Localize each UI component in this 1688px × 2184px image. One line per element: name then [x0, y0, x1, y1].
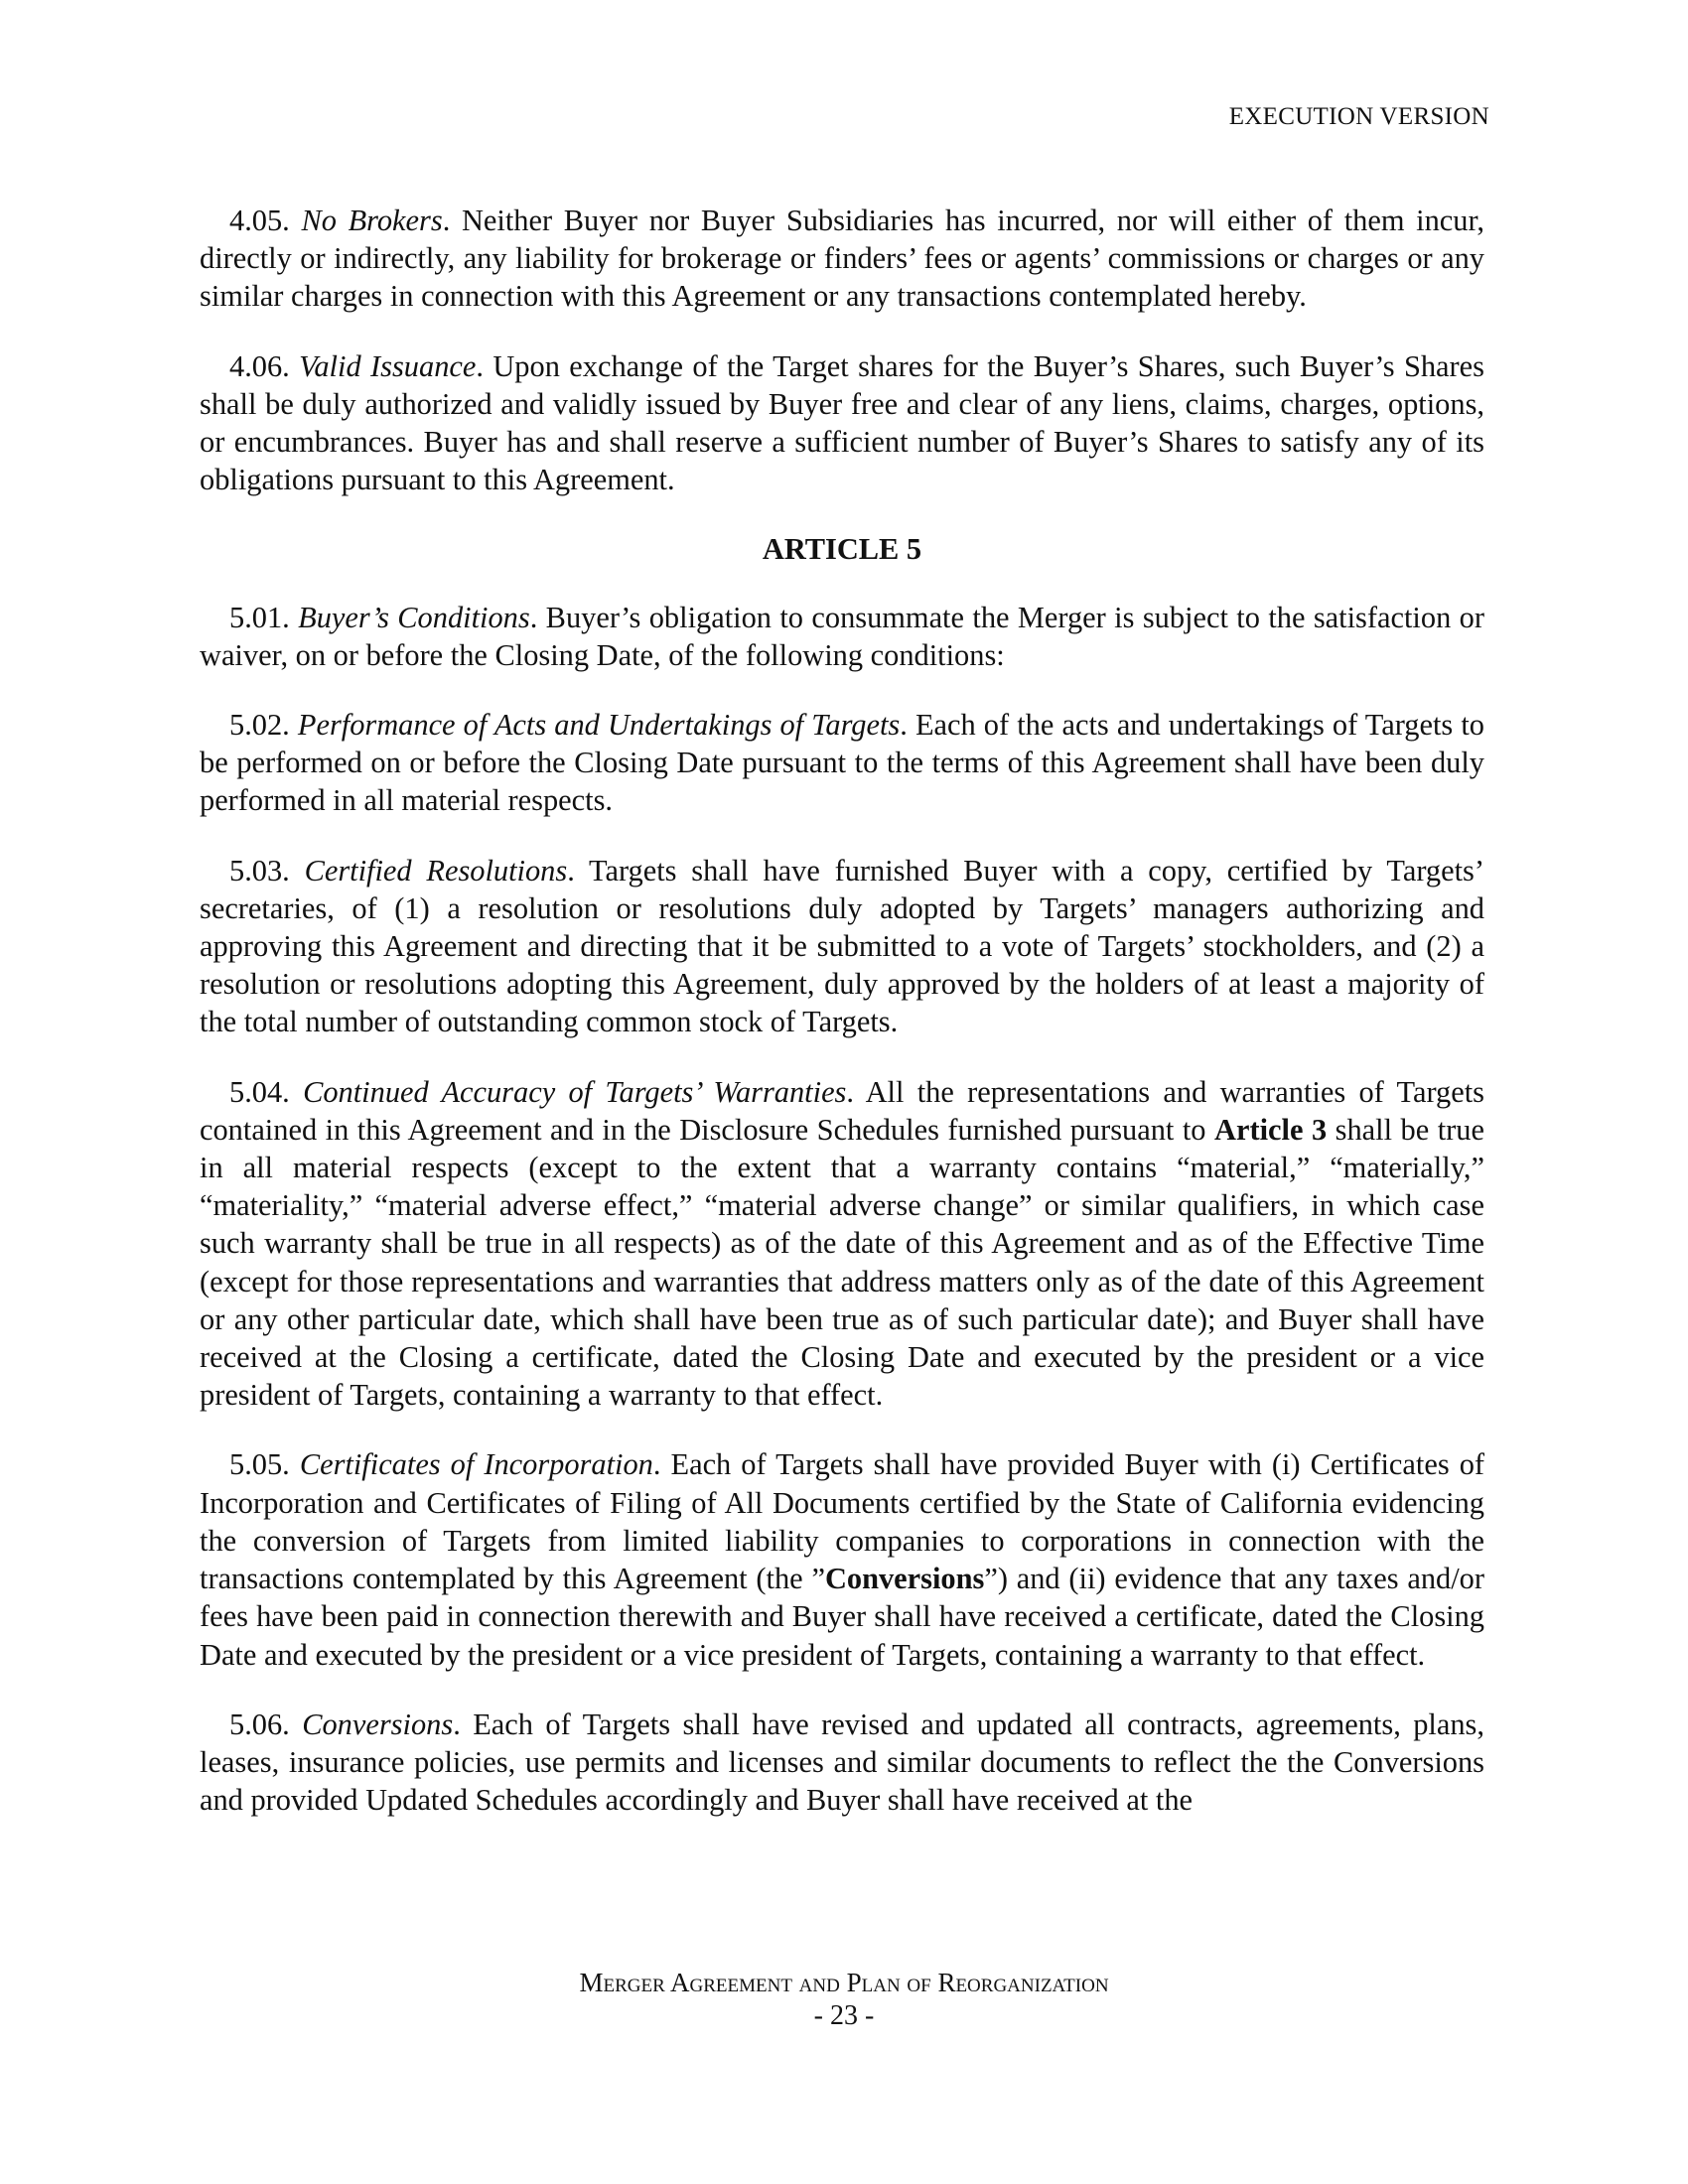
- section-4-05: 4.05. No Brokers. Neither Buyer nor Buyer Subsidiaries has incurred, nor will either of them incur, directly or indirectly, any liability for brokerage or finders’ fees or agents’ commissions or charges or any similar charges in connection with this Agreement or any transactions contemplated hereby.: [200, 204, 1484, 314]
- section-title: No Brokers: [301, 204, 443, 237]
- section-5-06: 5.06. Conversions. Each of Targets shall have revised and updated all contracts, agreements, plans, leases, insurance policies, use permits and licenses and similar documents to reflect the the Conversions and provided Updated Schedules accordingly and Buyer shall have received at the: [200, 1706, 1484, 1818]
- section-title: Valid Issuance: [299, 348, 477, 383]
- section-title: Continued Accuracy of Targets’ Warranties: [303, 1074, 847, 1109]
- document-body: [200, 202, 1484, 1850]
- section-title: Performance of Acts and Undertakings of Targets: [297, 708, 901, 743]
- section-5-02: 5.02. Performance of Acts and Undertakings of Targets. Each of the acts and undertakings of Targets to be performed on or before the Closing Date pursuant to the terms of this Agreement shall have been duly performed in all material respects.: [200, 708, 1484, 818]
- section-title: Conversions: [302, 1706, 454, 1741]
- section-5-05: 5.05. Certificates of Incorporation. Each of Targets shall have provided Buyer with (i) Certificates of Incorporation and Certificates of Filing of All Documents certified by the State of California evidencing the conversion of Targets from limited liability companies to corporations in connection with the transactions contemplated by this Agreement (the ”Conversions”) and (ii) evidence that any taxes and/or fees have been paid in connection therewith and Buyer shall have received a certificate, dated the Closing Date and executed by the president or a vice president of Targets, containing a warranty to that effect.: [200, 1447, 1485, 1672]
- section-title: Buyer’s Conditions: [298, 600, 530, 634]
- defined-term: Conversions: [824, 1562, 985, 1596]
- section-title: Certified Resolutions: [304, 853, 568, 887]
- page-number: - 23 -: [813, 2000, 875, 2031]
- section-5-04: 5.04. Continued Accuracy of Targets’ Warranties. All the representations and warranties of Targets contained in this Agreement and in the Disclosure Schedules furnished pursuant to Article 3 shall be true in all material respects (except to the extent that a warranty contains “material,” “materially,” “materiality,” “material adverse effect,” “material adverse change” or similar qualifiers, in which case such warranty shall be true in all respects) as of the date of this Agreement and as of the Effective Time (except for those representations and warranties that address matters only as of the date of this Agreement or any other particular date, which shall have been true as of such particular date); and Buyer shall have received at the Closing a certificate, dated the Closing Date and executed by the president or a vice president of Targets, containing a warranty to that effect.: [200, 1074, 1484, 1413]
- page-footer: [0, 1966, 1688, 2033]
- execution-version-label: EXECUTION VERSION: [1228, 103, 1489, 130]
- footer-document-title: Merger Agreement and Plan of Reorganization: [579, 1968, 1109, 1997]
- section-title: Certificates of Incorporation: [299, 1447, 653, 1482]
- section-4-06: 4.06. Valid Issuance. Upon exchange of the Target shares for the Buyer’s Shares, such Buyer’s Shares shall be duly authorized and validly issued by Buyer free and clear of any liens, claims, charges, options, or encumbrances. Buyer has and shall reserve a sufficient number of Buyer’s Shares to satisfy any of its obligations pursuant to this Agreement.: [200, 348, 1484, 497]
- section-5-01: 5.01. Buyer’s Conditions. Buyer’s obligation to consummate the Merger is subject to the satisfaction or waiver, on or before the Closing Date, of the following conditions:: [200, 600, 1484, 672]
- article-heading: ARTICLE 5: [762, 532, 922, 567]
- section-5-03: 5.03. Certified Resolutions. Targets shall have furnished Buyer with a copy, certified by Targets’ secretaries, of (1) a resolution or resolutions duly adopted by Targets’ managers authorizing and approving this Agreement and directing that it be submitted to a vote of Targets’ stockholders, and (2) a resolution or resolutions adopting this Agreement, duly approved by the holders of at least a majority of the total number of outstanding common stock of Targets.: [200, 853, 1484, 1039]
- article-reference: Article 3: [1214, 1112, 1328, 1147]
